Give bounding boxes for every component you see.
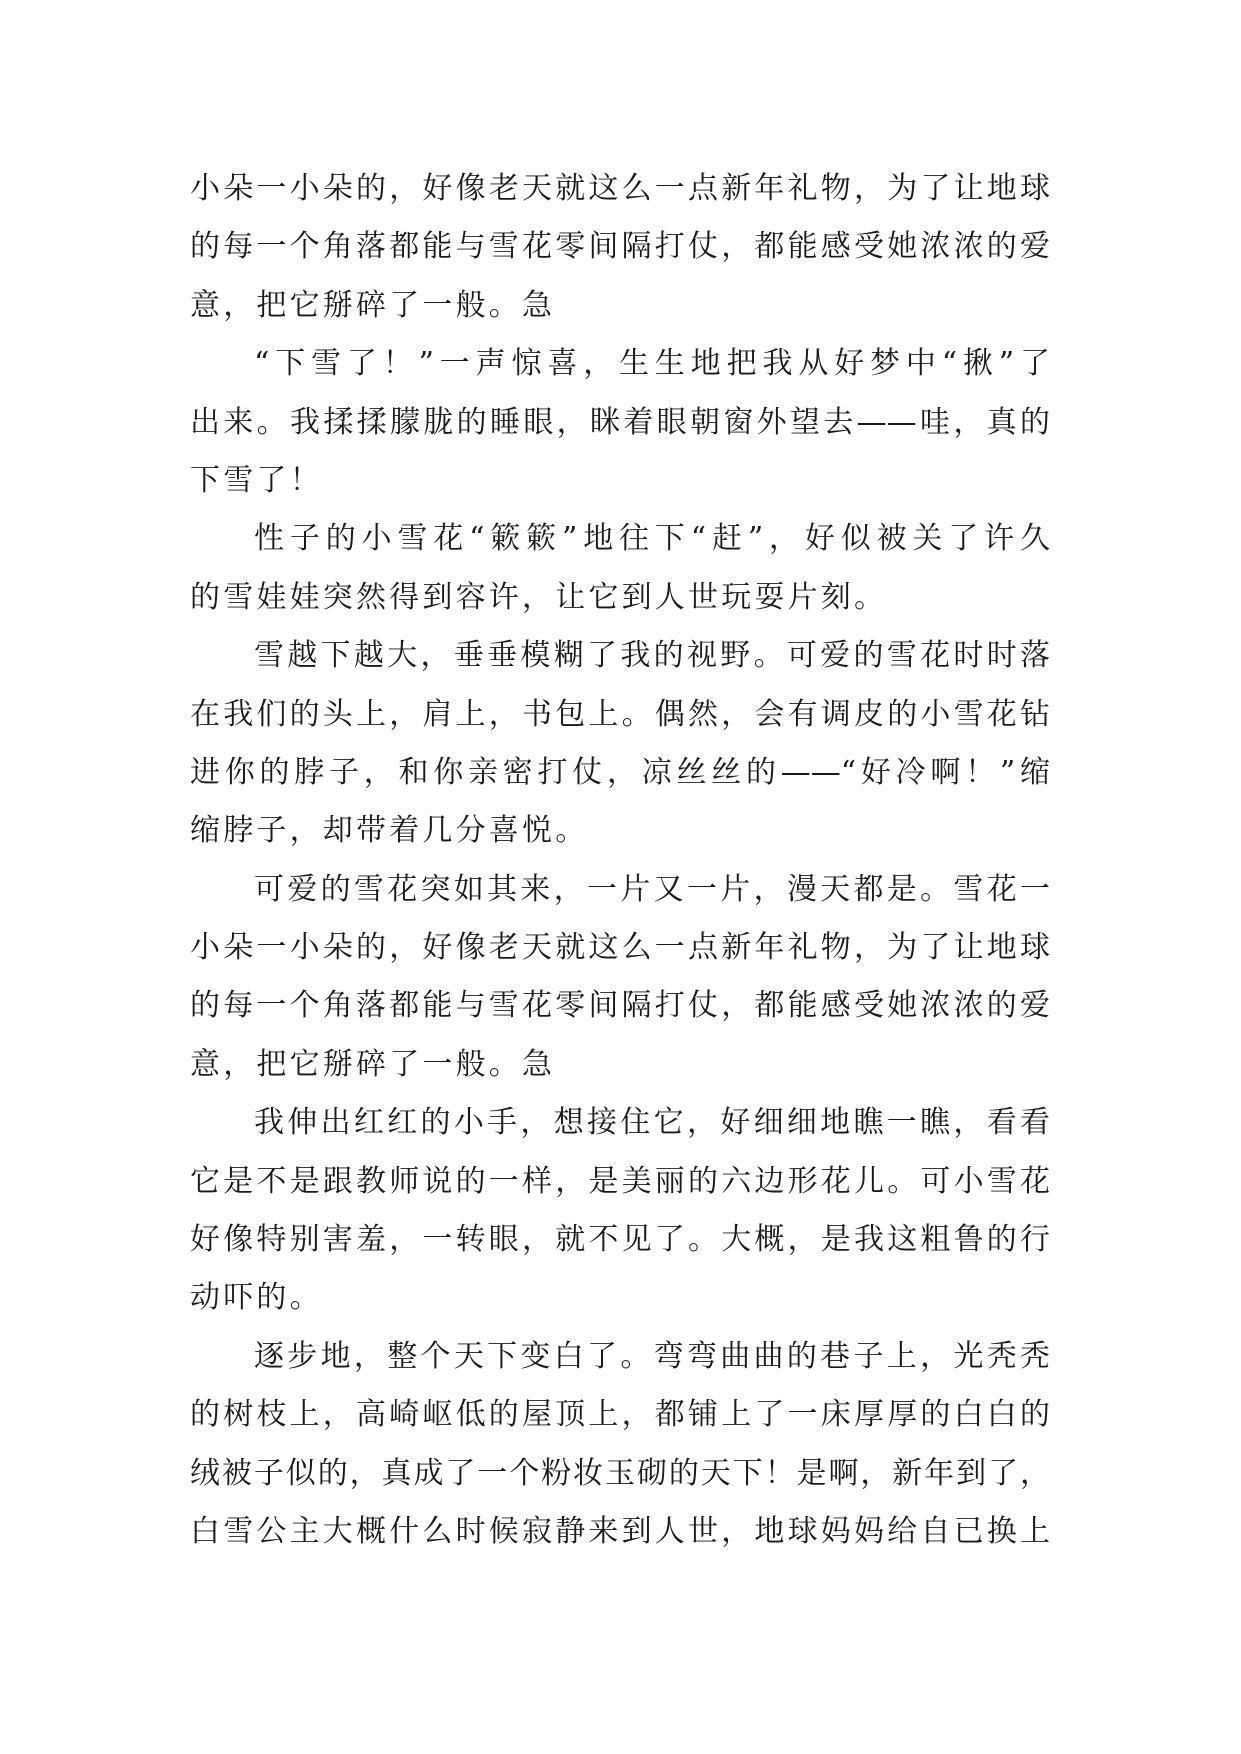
- text-line: 缩脖子，却带着几分喜悦。: [190, 813, 589, 849]
- text-line: 我伸出红红的小手，想接住它，好细细地瞧一瞧，看看: [254, 1105, 1050, 1141]
- text-line: 的每一个角落都能与雪花零间隔打仗，都能感受她浓浓的爱: [190, 988, 1050, 1024]
- document-body: [190, 160, 1050, 1561]
- text-line: 的雪娃娃突然得到容许，让它到人世玩耍片刻。: [190, 579, 888, 615]
- text-line: 绒被子似的，真成了一个粉妆玉砌的天下！是啊，新年到了，: [190, 1455, 1050, 1491]
- text-line: 进你的脖子，和你亲密打仗，凉丝丝的——“好冷啊！”缩: [190, 754, 1050, 790]
- text-line: 雪越下越大，垂垂模糊了我的视野。可爱的雪花时时落: [254, 638, 1050, 674]
- text-line: 意，把它掰碎了一般。急: [190, 287, 556, 323]
- text-line: 动吓的。: [190, 1280, 323, 1316]
- text-line: 白雪公主大概什么时候寂静来到人世，地球妈妈给自已换上: [190, 1513, 1050, 1549]
- text-line: 下雪了！: [190, 462, 323, 498]
- text-line: 在我们的头上，肩上，书包上。偶然，会有调皮的小雪花钻: [190, 696, 1050, 732]
- text-line: 出来。我揉揉朦胧的睡眼，眯着眼朝窗外望去——哇，真的: [190, 404, 1050, 440]
- text-line: “下雪了！”一声惊喜，生生地把我从好梦中“揪”了: [254, 346, 1050, 382]
- text-line: 好像特别害羞，一转眼，就不见了。大概，是我这粗鲁的行: [190, 1222, 1050, 1258]
- text-line: 逐步地，整个天下变白了。弯弯曲曲的巷子上，光秃秃: [254, 1338, 1050, 1374]
- text-line: 的每一个角落都能与雪花零间隔打仗，都能感受她浓浓的爱: [190, 229, 1050, 265]
- text-line: 小朵一小朵的，好像老天就这么一点新年礼物，为了让地球: [190, 930, 1050, 966]
- text-line: 小朵一小朵的，好像老天就这么一点新年礼物，为了让地球: [190, 171, 1050, 206]
- text-line: 意，把它掰碎了一般。急: [190, 1046, 556, 1082]
- text-line: 它是不是跟教师说的一样，是美丽的六边形花儿。可小雪花: [190, 1163, 1050, 1199]
- text-line: 可爱的雪花突如其来，一片又一片，漫天都是。雪花一: [254, 871, 1050, 907]
- text-line: 性子的小雪花“簌簌”地往下“赶”，好似被关了许久: [254, 521, 1050, 557]
- text-line: 的树枝上，高崎岖低的屋顶上，都铺上了一床厚厚的白白的: [190, 1397, 1050, 1433]
